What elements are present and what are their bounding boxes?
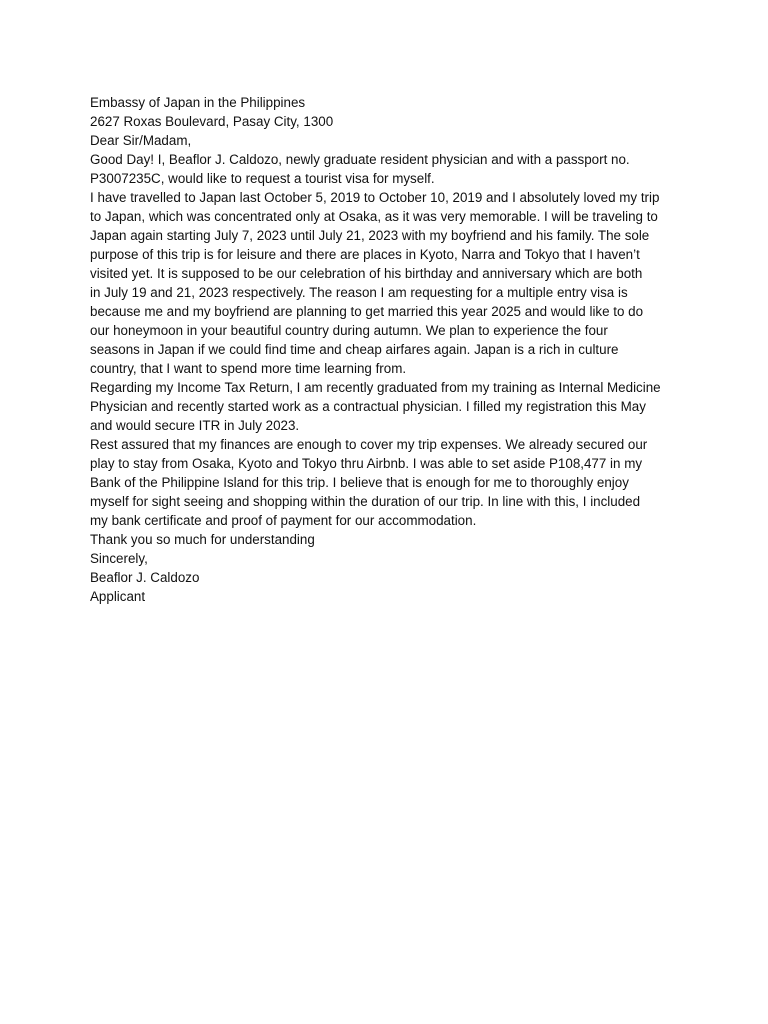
address-line: 2627 Roxas Boulevard, Pasay City, 1300: [90, 114, 334, 129]
paragraph-line: play to stay from Osaka, Kyoto and Tokyo thru Airbnb. I was able to set aside P108,477 in my: [90, 456, 643, 471]
salutation: [90, 131, 688, 150]
paragraph-introduction: [90, 150, 688, 188]
paragraph-income-tax: [90, 378, 688, 435]
paragraph-line: because me and my boyfriend are planning to get married this year 2025 and would like to do: [90, 304, 644, 319]
signature-title: Applicant: [90, 589, 146, 604]
signature-block: [90, 568, 688, 606]
letter-body: [90, 93, 688, 606]
paragraph-line: Good Day! I, Beaflor J. Caldozo, newly graduate resident physician and with a passport no.: [90, 152, 630, 167]
paragraph-line: Bank of the Philippine Island for this trip. I believe that is enough for me to thoroughly enjoy: [90, 475, 629, 490]
paragraph-line: to Japan, which was concentrated only at Osaka, as it was very memorable. I will be traveling to: [90, 209, 658, 224]
thank-you-line: [90, 530, 688, 549]
paragraph-finances: [90, 435, 688, 530]
signature-name: Beaflor J. Caldozo: [90, 570, 200, 585]
address-line: Embassy of Japan in the Philippines: [90, 95, 306, 110]
closing: [90, 549, 688, 568]
paragraph-line: Regarding my Income Tax Return, I am recently graduated from my training as Internal Medicine: [90, 380, 661, 395]
thank-you-text: Thank you so much for understanding: [90, 532, 315, 547]
paragraph-line: and would secure ITR in July 2023.: [90, 418, 300, 433]
paragraph-line: visited yet. It is supposed to be our celebration of his birthday and anniversary which are both: [90, 266, 643, 281]
paragraph-line: Japan again starting July 7, 2023 until July 21, 2023 with my boyfriend and his family. The sole: [90, 228, 650, 243]
paragraph-line: Physician and recently started work as a contractual physician. I filled my registration this May: [90, 399, 646, 414]
paragraph-line: seasons in Japan if we could find time and cheap airfares again. Japan is a rich in culture: [90, 342, 619, 357]
closing-text: Sincerely,: [90, 551, 148, 566]
paragraph-line: P3007235C, would like to request a tourist visa for myself.: [90, 171, 435, 186]
paragraph-travel-history: [90, 188, 688, 378]
paragraph-line: Rest assured that my finances are enough to cover my trip expenses. We already secured our: [90, 437, 648, 452]
paragraph-line: I have travelled to Japan last October 5, 2019 to October 10, 2019 and I absolutely loved my trip: [90, 190, 660, 205]
paragraph-line: my bank certificate and proof of payment for our accommodation.: [90, 513, 477, 528]
recipient-address: [90, 93, 688, 131]
paragraph-line: myself for sight seeing and shopping within the duration of our trip. In line with this, I included: [90, 494, 641, 509]
paragraph-line: country, that I want to spend more time learning from.: [90, 361, 407, 376]
paragraph-line: purpose of this trip is for leisure and there are places in Kyoto, Narra and Tokyo that I haven’t: [90, 247, 640, 262]
paragraph-line: our honeymoon in your beautiful country during autumn. We plan to experience the four: [90, 323, 608, 338]
salutation-text: Dear Sir/Madam,: [90, 133, 192, 148]
paragraph-line: in July 19 and 21, 2023 respectively. The reason I am requesting for a multiple entry visa is: [90, 285, 628, 300]
